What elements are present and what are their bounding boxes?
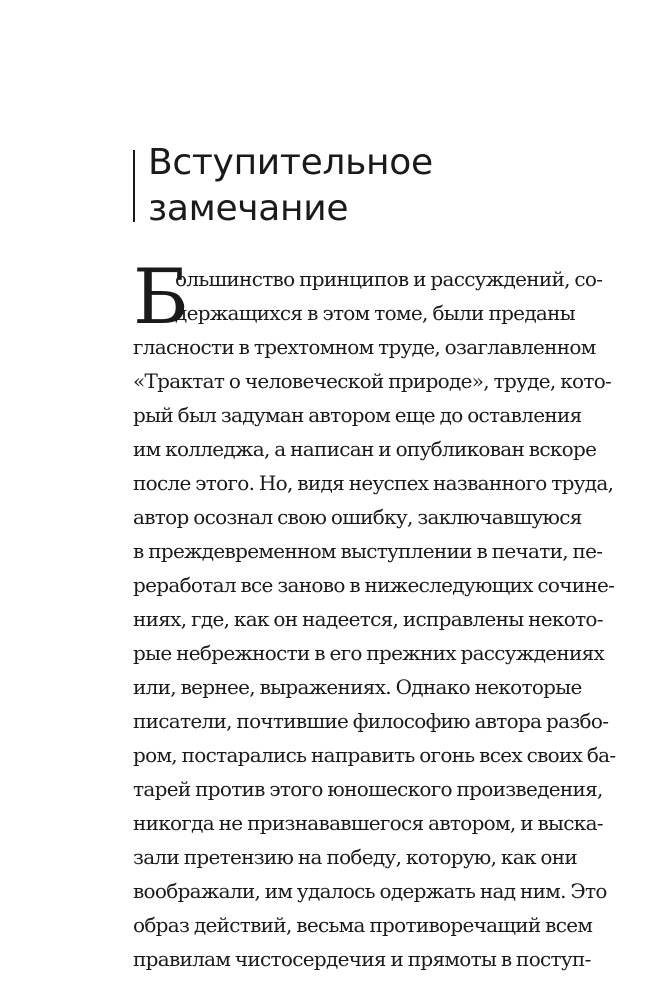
text-line: рый был задуман автором еще до оставления (133, 403, 582, 427)
body-paragraph (133, 252, 616, 976)
text-line: «Трактат о человеческой природе», труде, кото- (133, 369, 612, 393)
section-heading-line-1: Вступительное (148, 142, 433, 183)
section-heading (148, 140, 433, 232)
text-line: им колледжа, а написан и опубликован вскоре (133, 437, 597, 461)
text-line: ниях, где, как он надеется, исправлены некото- (133, 607, 603, 631)
text-line: зали претензию на победу, которую, как они (133, 845, 578, 869)
text-line: писатели, почтившие философию автора разбо- (133, 709, 609, 733)
heading-vertical-rule (133, 150, 135, 222)
text-line: гласности в трехтомном труде, озаглавленном (133, 335, 596, 359)
text-line: реработал все заново в нижеследующих сочине- (133, 573, 615, 597)
text-line: после этого. Но, видя неуспех названного труда, (133, 471, 614, 495)
text-line: в преждевременном выступлении в печати, пе- (133, 539, 603, 563)
text-line: никогда не признававшегося автором, и выска- (133, 811, 603, 835)
drop-cap: Б (133, 252, 189, 341)
text-line: держащихся в этом томе, были преданы (175, 301, 575, 325)
text-line: ром, постарались направить огонь всех своих ба- (133, 743, 616, 767)
text-line: правилам чистосердечия и прямоты в поступ- (133, 947, 591, 971)
text-line: образ действий, весьма противоречащий всем (133, 913, 593, 937)
text-line: ольшинство принципов и рассуждений, со- (175, 267, 603, 291)
text-line: рые небрежности в его прежних рассуждениях (133, 641, 605, 665)
text-line: тарей против этого юношеского произведения, (133, 777, 603, 801)
text-line: воображали, им удалось одержать над ним. Это (133, 879, 607, 903)
section-heading-line-2: замечание (148, 188, 349, 229)
text-line: или, вернее, выражениях. Однако некоторые (133, 675, 582, 699)
text-line: автор осознал свою ошибку, заключавшуюся (133, 505, 582, 529)
